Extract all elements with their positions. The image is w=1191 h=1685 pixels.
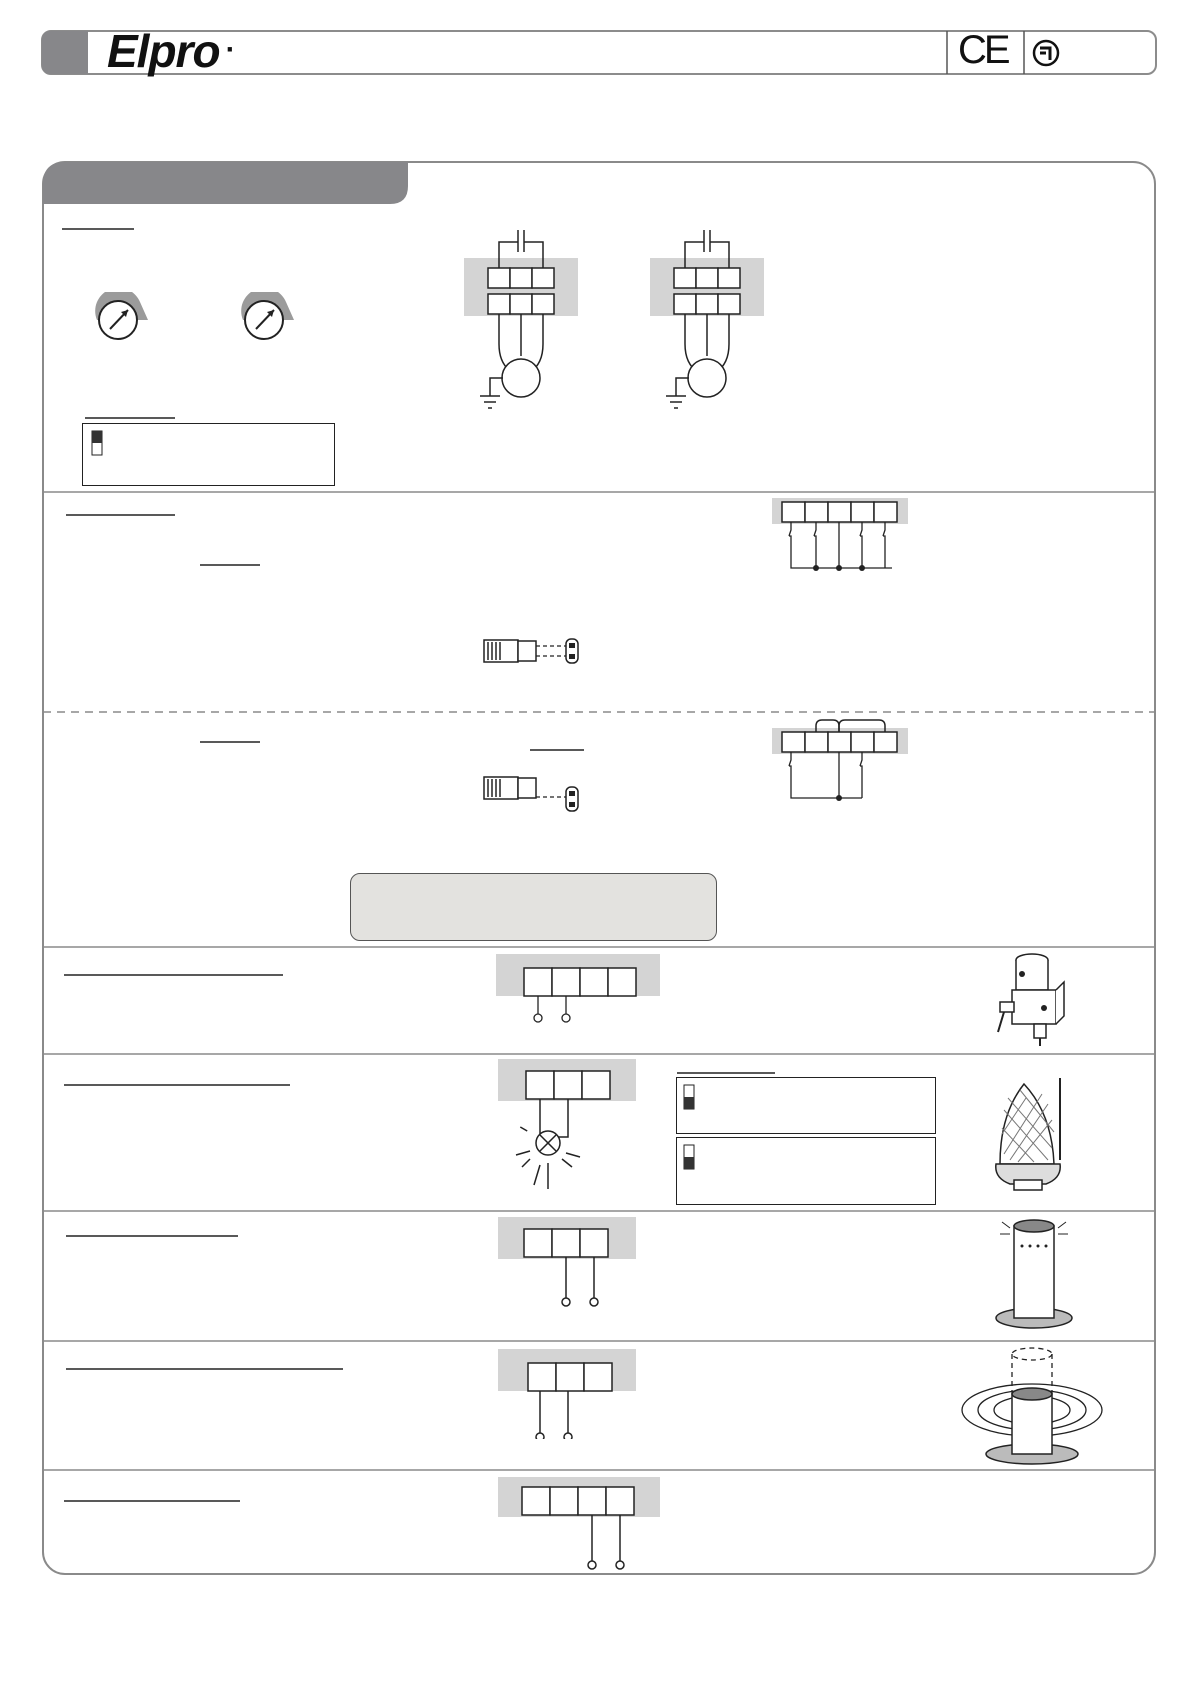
motor-wiring-diagram	[462, 226, 582, 416]
loop-detector-terminal-diagram	[496, 1347, 638, 1439]
inputs-terminal-diagram	[770, 496, 910, 578]
dip-switch-box	[82, 423, 335, 486]
bollard-icon	[994, 1214, 1074, 1332]
dip-switch-box	[676, 1137, 936, 1205]
loop-detector-icon	[960, 1346, 1104, 1468]
knob-icon	[90, 292, 154, 342]
brand-logo: Elpro ·	[107, 25, 235, 77]
auxiliary-terminal-diagram	[496, 1475, 662, 1571]
solenoid-valve-icon	[992, 950, 1072, 1048]
flashing-light-icon	[990, 1074, 1070, 1194]
motor-wiring-diagram-2	[648, 226, 768, 416]
ce-mark-icon: CE	[958, 28, 1008, 72]
connector-icon	[482, 774, 590, 814]
solenoid-terminal-diagram	[494, 952, 662, 1026]
dip-switch-icon	[683, 1144, 695, 1170]
flashing-light-terminal-diagram	[496, 1057, 638, 1191]
note-box	[350, 873, 717, 941]
bollard-light-terminal-diagram	[496, 1215, 638, 1307]
connector-icon	[482, 637, 590, 665]
dip-switch-box	[676, 1077, 936, 1134]
dip-switch-icon	[683, 1084, 695, 1110]
knob-icon	[236, 292, 300, 342]
panel-tab	[43, 162, 408, 204]
inputs-alt-terminal-diagram	[770, 718, 910, 804]
dip-switch-icon	[91, 430, 103, 456]
